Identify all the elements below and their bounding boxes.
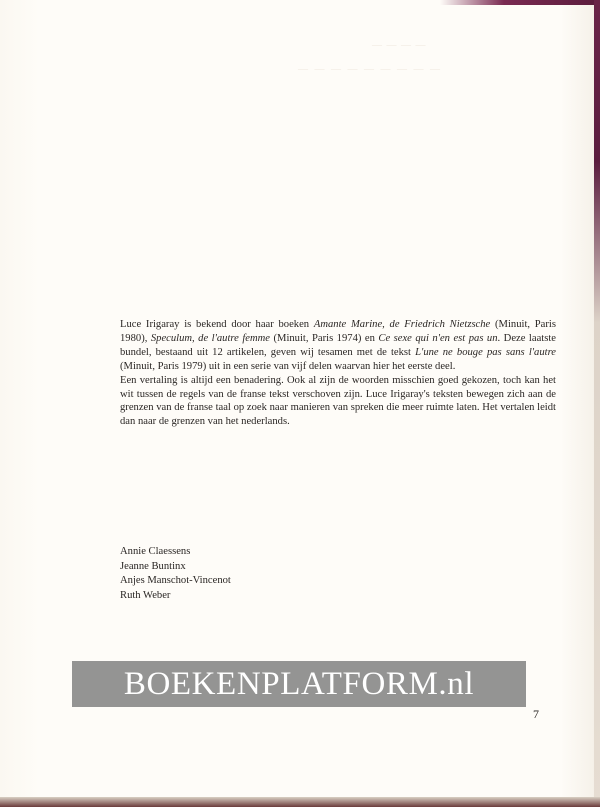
- show-through-text: — — — — — — — — —: [298, 64, 442, 75]
- translator-name: Annie Claessens: [120, 546, 191, 557]
- text-run: . Deze laatste bundel, bestaand uit 12 artikelen, geven wij tesamen met de tekst: [120, 332, 556, 358]
- page-number: 7: [533, 707, 539, 721]
- italic-title: Ce sexe qui n'en est pas un: [378, 332, 498, 344]
- text-run: (Minuit, Paris 1979) uit in een serie van vijf delen waarvan hier het eerste deel.: [120, 360, 456, 372]
- translator-name: Anjes Manschot-Vincenot: [120, 575, 231, 587]
- cover-edge-top: [440, 0, 600, 5]
- italic-title: Amante Marine, de Friedrich Nietzsche: [313, 319, 491, 330]
- cover-edge-bottom: [0, 797, 600, 807]
- italic-title: Speculum, de l'autre femme: [150, 332, 270, 344]
- watermark-banner: BOEKENPLATFORM.nl: [72, 661, 526, 707]
- text-run: Luce Irigaray is bekend door haar boeken: [120, 319, 314, 330]
- paragraph: [120, 374, 556, 430]
- translator-name: Jeanne Buntinx: [120, 560, 186, 572]
- body-text: [120, 318, 556, 429]
- italic-title: L'une ne bouge pas sans l'autre: [415, 346, 556, 358]
- text-run: Een vertaling is altijd een benadering. Ook al zijn de woorden misschien goed gekozen, toch kan het wit tussen de regels van de franse tekst verschoven zijn. Luce Irigaray's teksten bewegen zich aan de grenzen van de franse taal op zoek naar manieren van spreken die meer ruimte laten. Het vertalen leidt dan naar de grenzen van het nederlands.: [120, 374, 556, 428]
- translator-name: Ruth Weber: [120, 589, 171, 601]
- paragraph: [120, 318, 556, 374]
- show-through-text: — — — —: [372, 40, 427, 51]
- text-run: (Minuit, Paris 1980),: [120, 319, 556, 344]
- text-run: (Minuit, Paris 1974) en: [270, 332, 379, 344]
- cover-edge-right: [594, 0, 600, 807]
- translator-list: [120, 545, 231, 603]
